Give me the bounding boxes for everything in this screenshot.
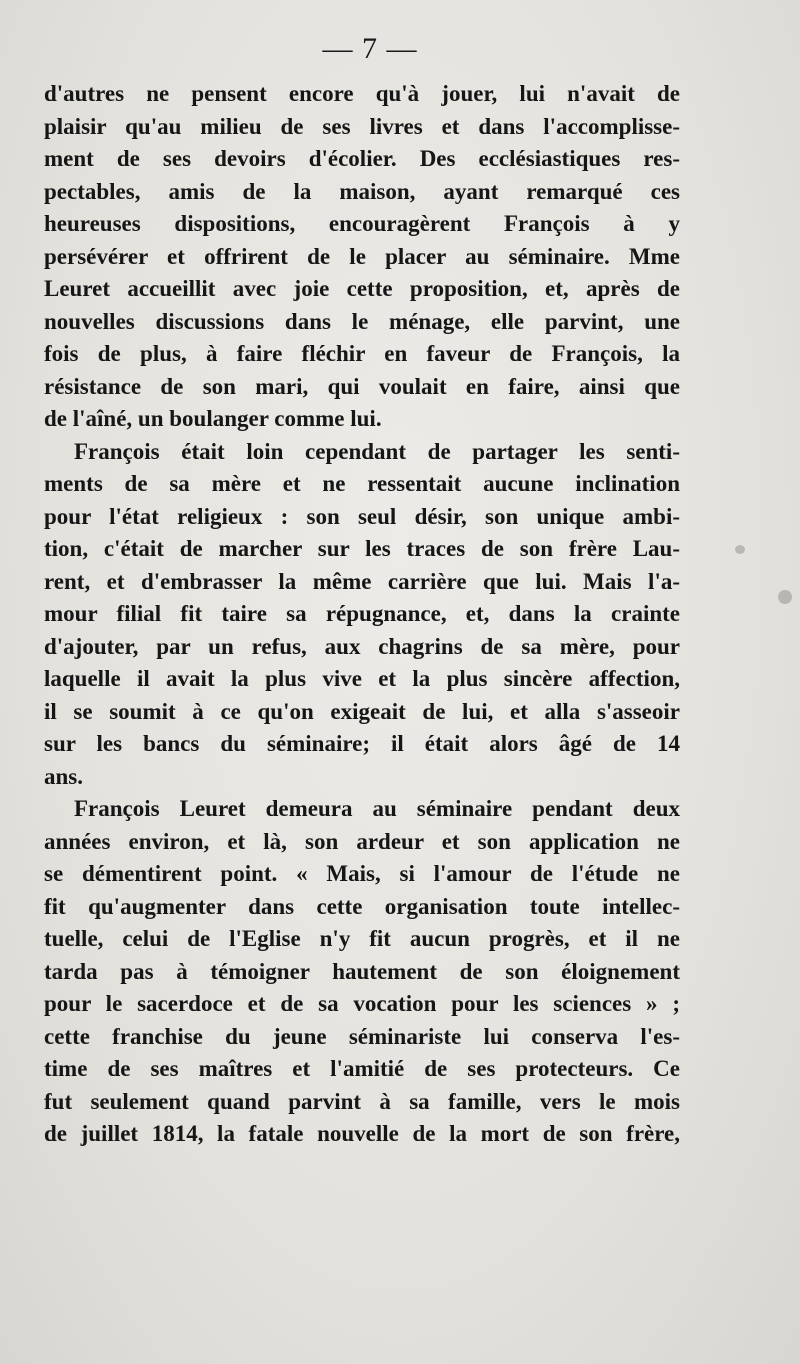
text-line: d'ajouter, par un refus, aux chagrins de sa mère, pour [44,633,680,659]
text-line: persévérer et offrirent de le placer au séminaire. Mme [44,243,680,269]
text-line: rent, et d'embrasser la même carrière que lui. Mais l'a- [44,568,680,594]
text-line: sur les bancs du séminaire; il était alors âgé de 14 [44,731,680,756]
paper-speck [118,812,124,816]
text-line: fit qu'augmenter dans cette organisation toute intellec- [44,893,680,919]
body-text [44,78,680,1151]
text-line: années environ, et là, son ardeur et son application ne [44,828,680,854]
text-line: ans. [44,763,83,789]
text-line: fut seulement quand parvint à sa famille, vers le mois [44,1088,680,1114]
text-line: pour le sacerdoce et de sa vocation pour les sciences » ; [44,991,680,1016]
text-line: de l'aîné, un boulanger comme lui. [44,406,382,431]
text-line: tuelle, celui de l'Eglise n'y fit aucun progrès, et il ne [44,926,680,951]
paper-speck [778,590,792,604]
text-line: ment de ses devoirs d'écolier. Des ecclésiastiques res- [44,146,680,171]
text-line: tion, c'était de marcher sur les traces de son frère Lau- [44,536,680,561]
page-number: — 7 — [322,32,418,65]
text-line: heureuses dispositions, encouragèrent François à y [44,211,680,236]
text-line: François était loin cependant de partager les senti- [74,438,680,464]
text-line: cette franchise du jeune séminariste lui conserva l'es- [44,1023,680,1049]
text-line: se démentirent point. « Mais, si l'amour de l'étude ne [44,861,680,886]
text-line: mour filial fit taire sa répugnance, et, dans la crainte [44,601,680,626]
text-line: il se soumit à ce qu'on exigeait de lui, et alla s'asseoir [44,698,680,724]
text-line: plaisir qu'au milieu de ses livres et dans l'accomplisse- [44,113,680,139]
text-line: pectables, amis de la maison, ayant remarqué ces [44,178,680,204]
text-line: fois de plus, à faire fléchir en faveur de François, la [44,341,680,366]
text-line: Leuret accueillit avec joie cette proposition, et, après de [44,276,680,301]
paper-speck [735,545,745,554]
text-line: d'autres ne pensent encore qu'à jouer, lui n'avait de [44,81,680,106]
text-line: François Leuret demeura au séminaire pendant deux [74,796,680,821]
text-line: time de ses maîtres et l'amitié de ses protecteurs. Ce [44,1056,680,1081]
text-line: laquelle il avait la plus vive et la plus sincère affection, [44,666,680,691]
text-line: tarda pas à témoigner hautement de son éloignement [44,958,680,984]
text-line: ments de sa mère et ne ressentait aucune inclination [44,471,680,496]
text-line: résistance de son mari, qui voulait en faire, ainsi que [44,373,680,399]
text-line: nouvelles discussions dans le ménage, elle parvint, une [44,308,680,334]
text-line: pour l'état religieux : son seul désir, son unique ambi- [44,503,680,529]
text-line: de juillet 1814, la fatale nouvelle de la mort de son frère, [44,1121,680,1146]
